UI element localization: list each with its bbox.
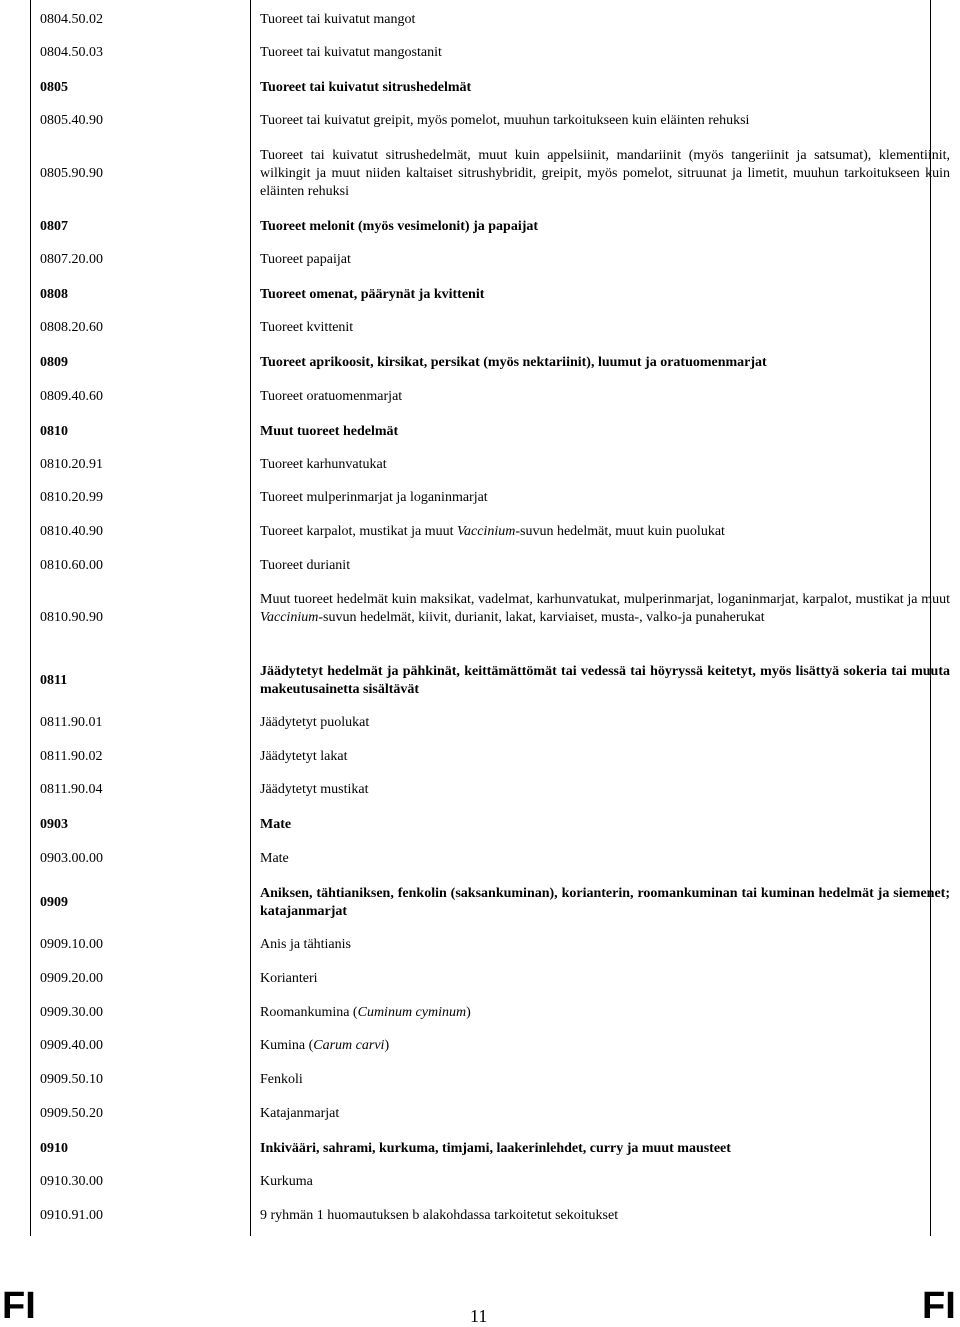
product-description: Mate xyxy=(260,817,292,832)
tariff-code: 0805.90.90 xyxy=(40,166,103,181)
product-description: 9 ryhmän 1 huomautuksen b alakohdassa tarkoitetut sekoitukset xyxy=(260,1208,619,1223)
tariff-code: 0808 xyxy=(40,287,68,302)
tariff-code: 0807 xyxy=(40,219,68,234)
product-description: Tuoreet tai kuivatut greipit, myös pomelot, muuhun tarkoitukseen kuin eläinten rehuksi xyxy=(260,113,750,128)
description-text: Muut tuoreet hedelmät kuin maksikat, vadelmat, karhunvatukat, mulperinmarjat, loganinmarjat, karpalot, mustikat ja muut xyxy=(260,592,950,607)
product-description: Korianteri xyxy=(260,971,318,986)
product-description: Tuoreet melonit (myös vesimelonit) ja papaijat xyxy=(260,219,539,234)
page-number: 11 xyxy=(470,1306,488,1326)
tariff-code: 0909 xyxy=(40,895,68,910)
product-description: Inkivääri, sahrami, kurkuma, timjami, laakerinlehdet, curry ja muut mausteet xyxy=(260,1141,731,1156)
scientific-name: Cuminum cyminum xyxy=(357,1005,467,1020)
scientific-name: Carum carvi xyxy=(313,1038,385,1053)
scientific-name: Vaccinium xyxy=(457,524,516,539)
tariff-code: 0811.90.04 xyxy=(40,782,103,797)
tariff-code: 0804.50.03 xyxy=(40,45,103,60)
product-description: Tuoreet tai kuivatut mangostanit xyxy=(260,45,442,60)
product-description: Aniksen, tähtianiksen, fenkolin (saksankuminan), korianterin, roomankuminan tai kuminan hedelmät ja siemenet; katajanmarjat xyxy=(260,886,950,919)
product-description: Tuoreet oratuomenmarjat xyxy=(260,389,403,404)
tariff-code: 0810.20.91 xyxy=(40,457,103,472)
tariff-code: 0811.90.02 xyxy=(40,749,103,764)
tariff-code: 0903.00.00 xyxy=(40,851,103,866)
tariff-code: 0909.50.10 xyxy=(40,1072,103,1087)
product-description: Tuoreet tai kuivatut sitrushedelmät, muut kuin appelsiinit, mandariinit (myös tangeriinit ja satsumat), klementiinit, wilkingit ja muut niiden kaltaiset sitrushybridit, greipit, myös pomelot, sitruunat ja limetit, muuhun tarkoitukseen kuin eläinten rehuksi xyxy=(260,148,950,199)
footer-fi-right: FI xyxy=(922,1285,956,1327)
tariff-code: 0807.20.00 xyxy=(40,252,103,267)
tariff-code: 0910.91.00 xyxy=(40,1208,103,1223)
tariff-code: 0909.50.20 xyxy=(40,1106,103,1121)
description-text: ) xyxy=(384,1038,390,1053)
tariff-code: 0909.20.00 xyxy=(40,971,103,986)
tariff-code: 0810.90.90 xyxy=(40,610,103,625)
product-description: Jäädytetyt puolukat xyxy=(260,715,370,730)
product-description: Mate xyxy=(260,851,289,866)
product-description: Tuoreet omenat, päärynät ja kvittenit xyxy=(260,287,485,302)
product-description: Tuoreet durianit xyxy=(260,558,351,573)
scientific-name: Vaccinium xyxy=(260,610,319,625)
product-description: Katajanmarjat xyxy=(260,1106,340,1121)
tariff-code: 0811.90.01 xyxy=(40,715,103,730)
product-description: Tuoreet karhunvatukat xyxy=(260,457,387,472)
product-description: Tuoreet aprikoosit, kirsikat, persikat (myös nektariinit), luumut ja oratuomenmarjat xyxy=(260,355,767,370)
table-column-divider xyxy=(250,0,251,1236)
tariff-code: 0809.40.60 xyxy=(40,389,103,404)
tariff-code: 0909.30.00 xyxy=(40,1005,103,1020)
product-description: Fenkoli xyxy=(260,1072,303,1087)
product-description xyxy=(260,1037,950,1055)
tariff-code: 0810.60.00 xyxy=(40,558,103,573)
tariff-code: 0809 xyxy=(40,355,68,370)
tariff-code: 0903 xyxy=(40,817,68,832)
tariff-code: 0808.20.60 xyxy=(40,320,103,335)
tariff-code: 0804.50.02 xyxy=(40,12,103,27)
tariff-code: 0805 xyxy=(40,80,68,95)
tariff-code: 0810.40.90 xyxy=(40,524,103,539)
product-description: Tuoreet papaijat xyxy=(260,252,351,267)
product-description: Muut tuoreet hedelmät xyxy=(260,424,399,439)
description-text: Tuoreet karpalot, mustikat ja muut xyxy=(260,524,458,539)
description-text: Roomankumina ( xyxy=(260,1005,358,1020)
product-description: Tuoreet tai kuivatut mangot xyxy=(260,12,416,27)
product-description xyxy=(260,1004,950,1022)
product-description xyxy=(260,523,950,541)
description-text: -suvun hedelmät, kiivit, durianit, lakat, karviaiset, musta-, valko-ja punaherukat xyxy=(318,610,765,625)
product-description: Tuoreet tai kuivatut sitrushedelmät xyxy=(260,80,472,95)
tariff-code: 0910.30.00 xyxy=(40,1174,103,1189)
product-description: Jäädytetyt mustikat xyxy=(260,782,369,797)
product-description: Kurkuma xyxy=(260,1174,313,1189)
tariff-code: 0811 xyxy=(40,673,68,688)
product-description: Anis ja tähtianis xyxy=(260,937,351,952)
tariff-code: 0805.40.90 xyxy=(40,113,103,128)
tariff-code: 0810 xyxy=(40,424,68,439)
tariff-code: 0909.10.00 xyxy=(40,937,103,952)
description-text: Kumina ( xyxy=(260,1038,314,1053)
product-description: Tuoreet kvittenit xyxy=(260,320,354,335)
product-description: Tuoreet mulperinmarjat ja loganinmarjat xyxy=(260,490,488,505)
product-description xyxy=(260,591,950,627)
footer-fi-left: FI xyxy=(2,1285,36,1327)
description-text: ) xyxy=(466,1005,471,1020)
product-description: Jäädytetyt hedelmät ja pähkinät, keittämättömät tai vedessä tai höyryssä keitetyt, myös lisättyä sokeria tai muuta makeutusainetta sisältävät xyxy=(260,664,950,697)
description-text: -suvun hedelmät, muut kuin puolukat xyxy=(515,524,725,539)
product-description: Jäädytetyt lakat xyxy=(260,749,348,764)
table-left-border xyxy=(30,0,31,1236)
tariff-code: 0909.40.00 xyxy=(40,1038,103,1053)
tariff-code: 0810.20.99 xyxy=(40,490,103,505)
tariff-code: 0910 xyxy=(40,1141,68,1156)
